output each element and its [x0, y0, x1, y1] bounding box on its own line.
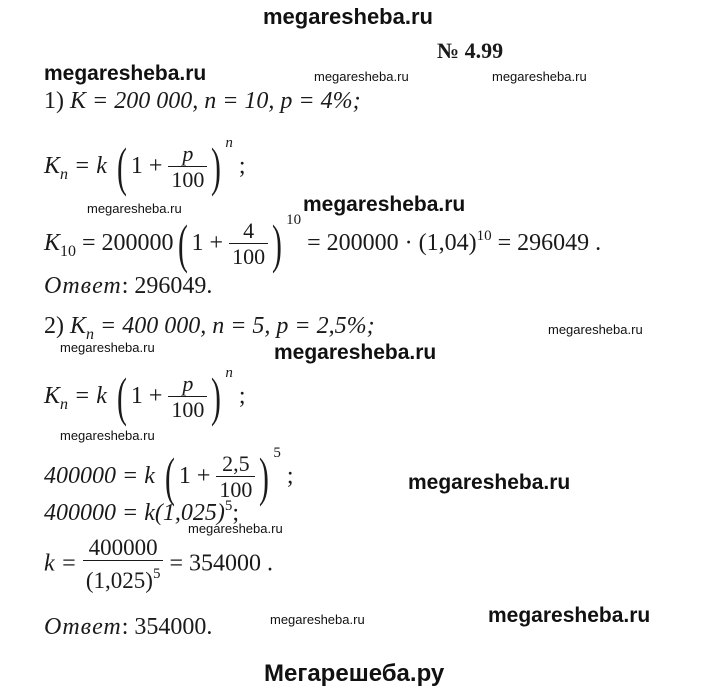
site-footer: Мегарешеба.ру [264, 660, 445, 687]
calc-mid: = 200000 · (1,04) [307, 230, 477, 256]
given-sub: n [86, 326, 95, 343]
watermark: megaresheba.ru [408, 471, 571, 494]
watermark: megaresheba.ru [548, 322, 643, 337]
denominator [83, 560, 164, 594]
formula-one: 1 + [130, 153, 163, 179]
watermark: megaresheba.ru [60, 428, 155, 443]
right-paren: ) [272, 214, 283, 275]
semicolon: ; [286, 463, 294, 489]
part1-label: 1) [44, 88, 64, 114]
semicolon: ; [238, 383, 246, 409]
right-paren: ) [211, 367, 222, 428]
exponent: 5 [224, 498, 233, 514]
part1-calculation [44, 205, 601, 274]
watermark: megaresheba.ru [87, 201, 182, 216]
part2-given: = 400 000, n = 5, p = 2,5%; [100, 313, 375, 339]
formula-lhs: K [44, 153, 61, 179]
numerator: p [182, 140, 194, 166]
answer-label: Ответ [44, 273, 122, 299]
part2-label: 2) [44, 313, 64, 339]
watermark: megaresheba.ru [303, 193, 466, 216]
watermark: megaresheba.ru [488, 604, 651, 627]
formula-k: = k [74, 153, 107, 179]
fraction [168, 372, 207, 423]
denominator-base: (1,025) [85, 568, 153, 593]
formula-sub: n [60, 166, 69, 183]
left-paren: ( [164, 447, 175, 508]
denominator: 100 [216, 476, 255, 503]
numerator: 2,5 [222, 450, 250, 476]
k-result: = 354000 . [169, 550, 273, 577]
numerator: 400000 [88, 535, 158, 560]
fraction [168, 142, 207, 193]
calc-one: 1 + [191, 230, 224, 256]
denominator: 100 [229, 243, 268, 270]
part2-k-calculation [44, 536, 273, 594]
k-lhs: k = [44, 550, 77, 577]
exponent: 10 [286, 212, 302, 228]
fraction [229, 219, 268, 270]
eq1-one: 1 + [178, 463, 211, 489]
watermark: megaresheba.ru [274, 341, 437, 364]
problem-number: № 4.99 [437, 38, 504, 63]
eq2: 400000 = k(1,025) [44, 500, 225, 526]
site-header: megaresheba.ru [263, 4, 433, 29]
watermark: megaresheba.ru [492, 69, 587, 84]
formula-one: 1 + [130, 383, 163, 409]
calc-eq: = 200000 [82, 230, 174, 256]
given-k: K [70, 313, 87, 339]
watermark: megaresheba.ru [314, 69, 409, 84]
exponent: 5 [273, 445, 281, 461]
formula-k: = k [74, 383, 107, 409]
numerator: 4 [243, 217, 255, 243]
answer-label: Ответ [44, 614, 122, 640]
left-paren: ( [177, 214, 188, 275]
watermark: megaresheba.ru [270, 612, 365, 627]
exponent: 10 [476, 228, 492, 244]
part2-equation2 [44, 491, 239, 528]
calc-sub: 10 [60, 243, 77, 260]
right-paren: ) [259, 447, 270, 508]
exponent: n [225, 365, 233, 381]
semicolon: ; [238, 153, 246, 179]
part2-answer [44, 612, 212, 642]
formula-lhs: K [44, 383, 61, 409]
denominator: 100 [168, 396, 207, 423]
part1-given-line [44, 86, 361, 116]
left-paren: ( [116, 137, 127, 198]
numerator: p [182, 370, 194, 396]
fraction [83, 536, 164, 594]
part2-formula [44, 358, 246, 427]
part1-given: K = 200 000, n = 10, p = 4%; [70, 88, 361, 114]
exponent: 5 [152, 566, 161, 582]
answer-value: : 296049. [121, 273, 213, 299]
answer-value: : 354000. [121, 614, 213, 640]
calc-result: = 296049 . [497, 230, 602, 256]
denominator: 100 [168, 166, 207, 193]
part1-formula [44, 128, 246, 197]
part1-answer [44, 271, 212, 301]
part2-given-line [44, 311, 375, 350]
semicolon: ; [232, 500, 240, 526]
calc-lhs: K [44, 230, 61, 256]
exponent: n [225, 135, 233, 151]
left-paren: ( [116, 367, 127, 428]
formula-sub: n [60, 396, 69, 413]
watermark: megaresheba.ru [60, 340, 155, 355]
watermark: megaresheba.ru [44, 62, 207, 85]
right-paren: ) [211, 137, 222, 198]
watermark: megaresheba.ru [188, 521, 283, 536]
eq1-lhs: 400000 = k [44, 463, 155, 489]
